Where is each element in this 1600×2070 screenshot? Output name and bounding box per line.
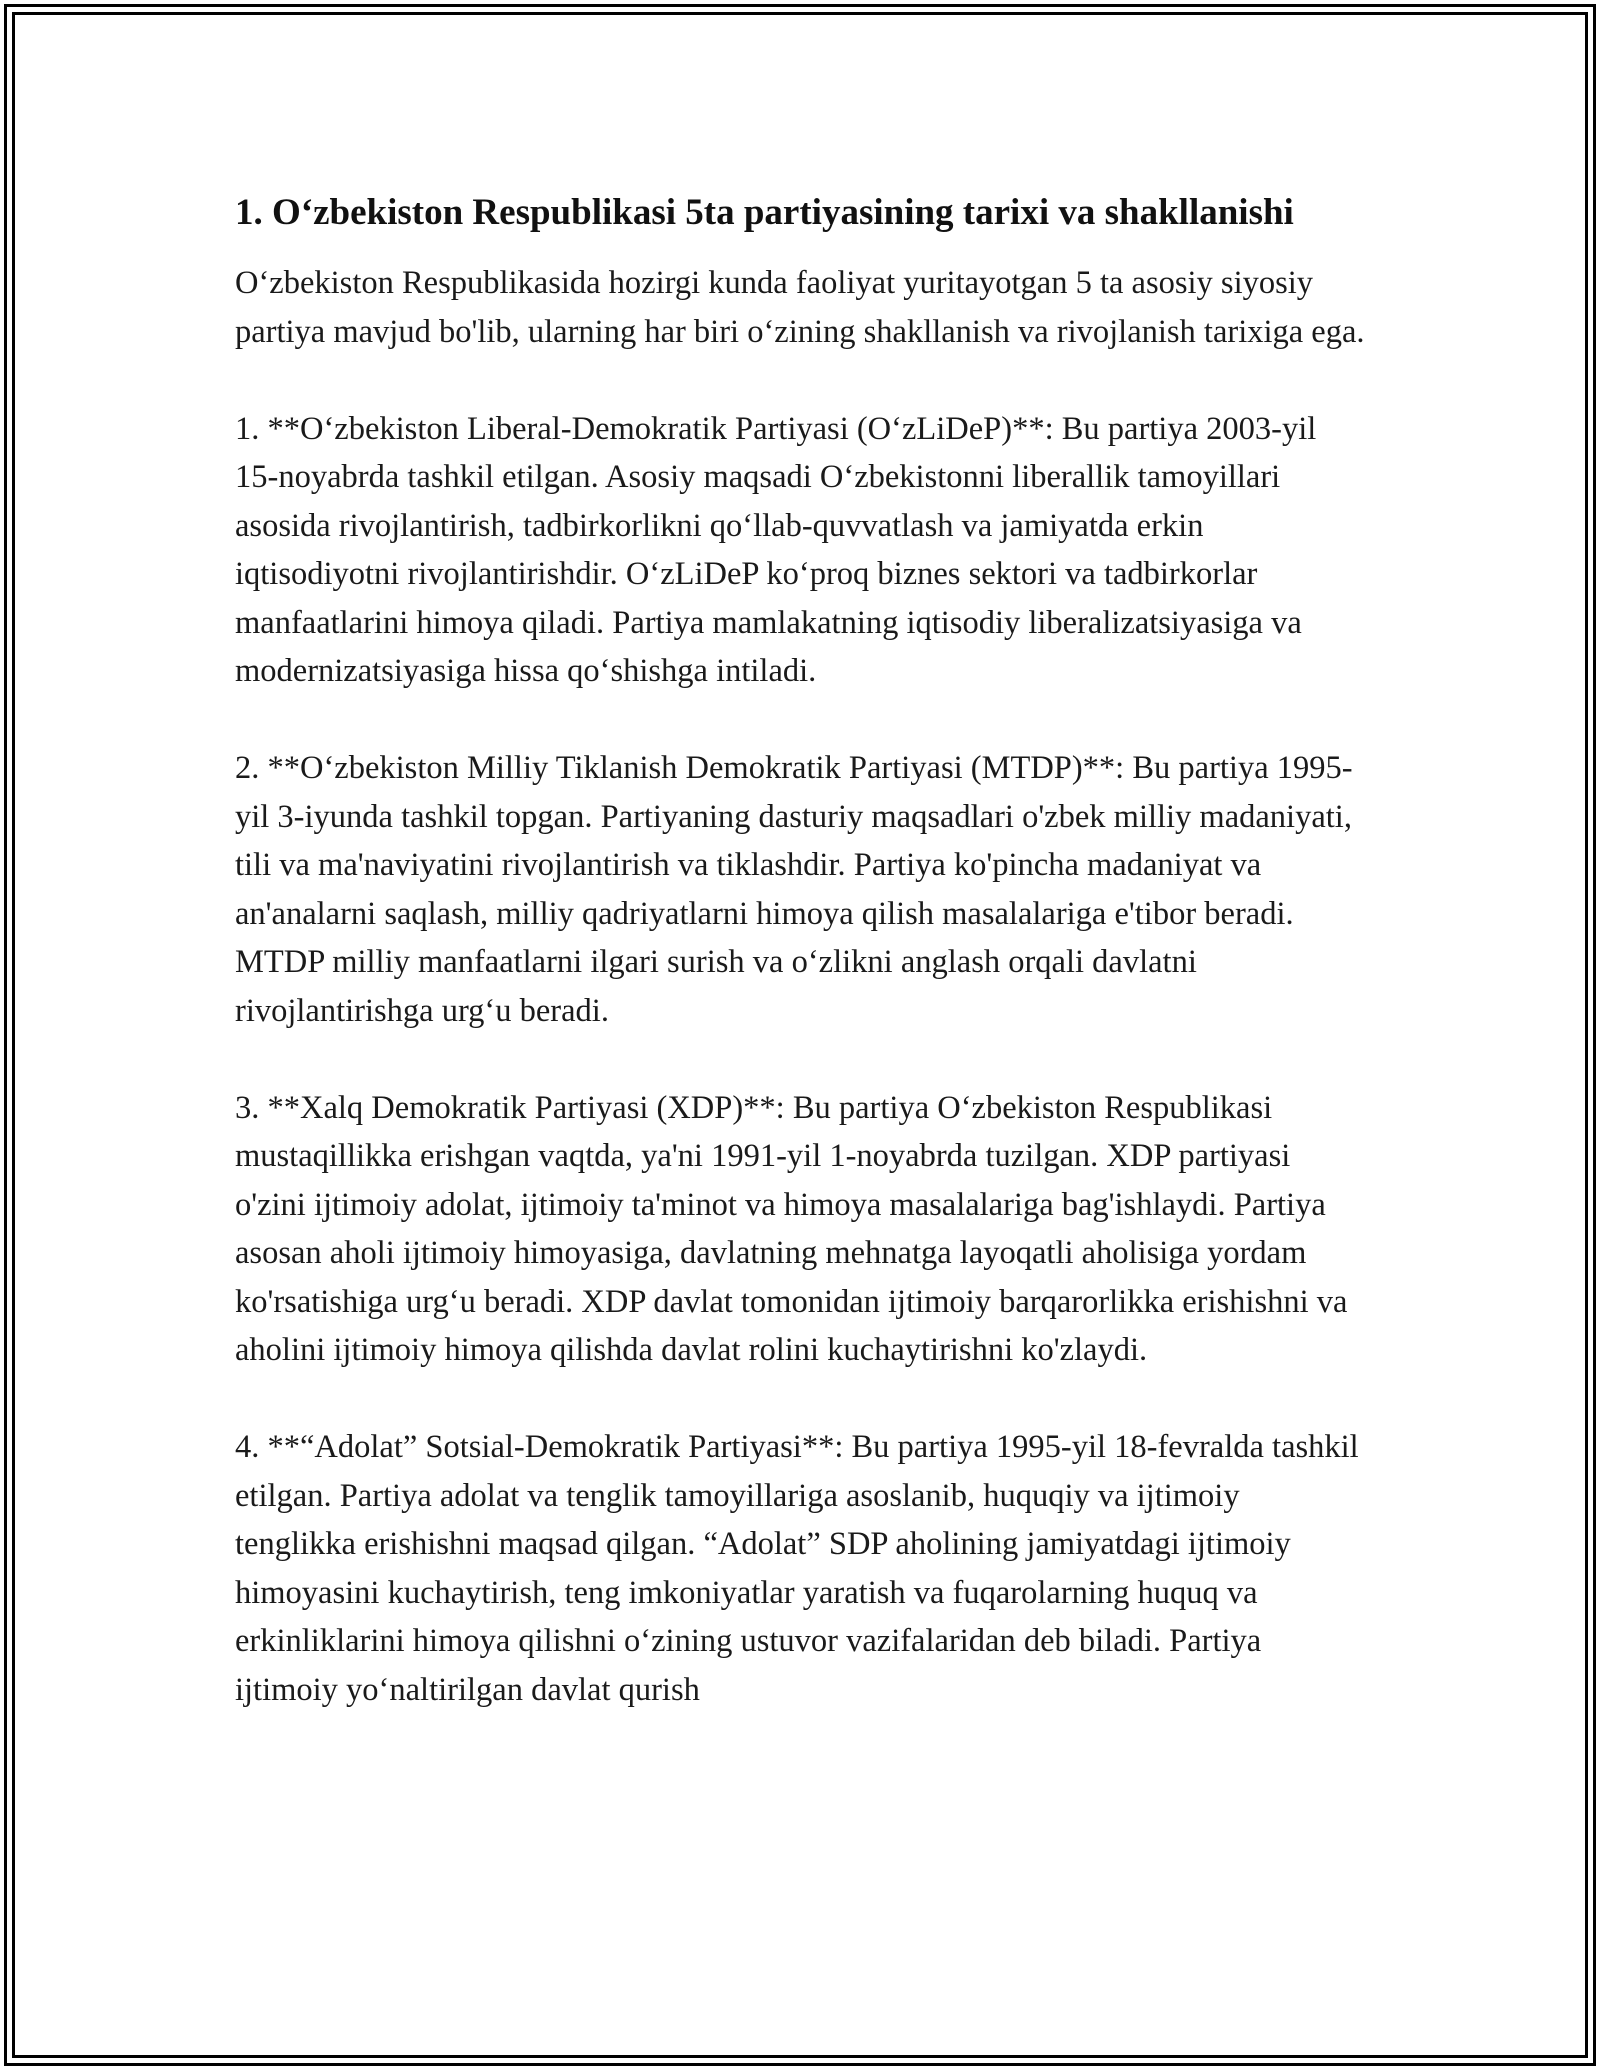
party-item-xdp: 3. **Xalq Demokratik Partiyasi (XDP)**: Bu partiya O‘zbekiston Respublikasi mustaqillikka erishgan vaqtda, ya'ni 1991-yil 1-noyabrda tuzilgan. XDP partiyasi o'zini ijtimoiy adolat, ijtimoiy ta'minot va himoya masalalariga bag'ishlaydi. Partiya asosan aholi ijtimoiy himoyasiga, davlatning mehnatga layoqatli aholisiga yordam ko'rsatishiga urg‘u beradi. XDP davlat tomonidan ijtimoiy barqarorlikka erishishni va aholini ijtimoiy himoya qilishda davlat rolini kuchaytirishni ko'zlaydi. bbox=[235, 1089, 1348, 1368]
party-item-mtdp: 2. **O‘zbekiston Milliy Tiklanish Demokratik Partiyasi (MTDP)**: Bu partiya 1995-yil 3-iyunda tashkil topgan. Partiyaning dasturiy maqsadlari o'zbek milliy madaniyati, tili va ma'naviyatini rivojlantirish va tiklashdir. Partiya ko'pincha madaniyat va an'analarni saqlash, milliy qadriyatlarni himoya qilish masalalariga e'tibor beradi. MTDP milliy manfaatlarni ilgari surish va o‘zlikni anglash orqali davlatni rivojlantirishga urg‘u beradi. bbox=[235, 750, 1353, 1029]
party-item-ozlidep: 1. **O‘zbekiston Liberal-Demokratik Partiyasi (O‘zLiDeP)**: Bu partiya 2003-yil 15-noyabrda tashkil etilgan. Asosiy maqsadi O‘zbekistonni liberallik tamoyillari asosida rivojlantirish, tadbirkorlikni qo‘llab-quvvatlash va jamiyatda erkin iqtisodiyotni rivojlantirishdir. O‘zLiDeP ko‘proq biznes sektori va tadbirkorlar manfaatlarini himoya qiladi. Partiya mamlakatning iqtisodiy liberalizatsiyasiga va modernizatsiyasiga hissa qo‘shishga intiladi. bbox=[235, 410, 1317, 689]
document-body bbox=[235, 185, 1365, 1763]
intro-paragraph: O‘zbekiston Respublikasida hozirgi kunda faoliyat yuritayotgan 5 ta asosiy siyosiy partiya mavjud bo'lib, ularning har biri o‘zining shakllanish va rivojlanish tarixiga ega. bbox=[235, 265, 1365, 350]
party-item-adolat: 4. **“Adolat” Sotsial-Demokratik Partiyasi**: Bu partiya 1995-yil 18-fevralda tashkil etilgan. Partiya adolat va tenglik tamoyillariga asoslanib, huquqiy va ijtimoiy tenglikka erishishni maqsad qilgan. “Adolat” SDP aholining jamiyatdagi ijtimoiy himoyasini kuchaytirish, teng imkoniyatlar yaratish va fuqarolarning huquq va erkinliklarini himoya qilishni o‘zining ustuvor vazifalaridan deb biladi. Partiya ijtimoiy yo‘naltirilgan davlat qurish bbox=[235, 1429, 1359, 1708]
section-heading: 1. O‘zbekiston Respublikasi 5ta partiyasining tarixi va shakllanishi bbox=[235, 192, 1294, 233]
